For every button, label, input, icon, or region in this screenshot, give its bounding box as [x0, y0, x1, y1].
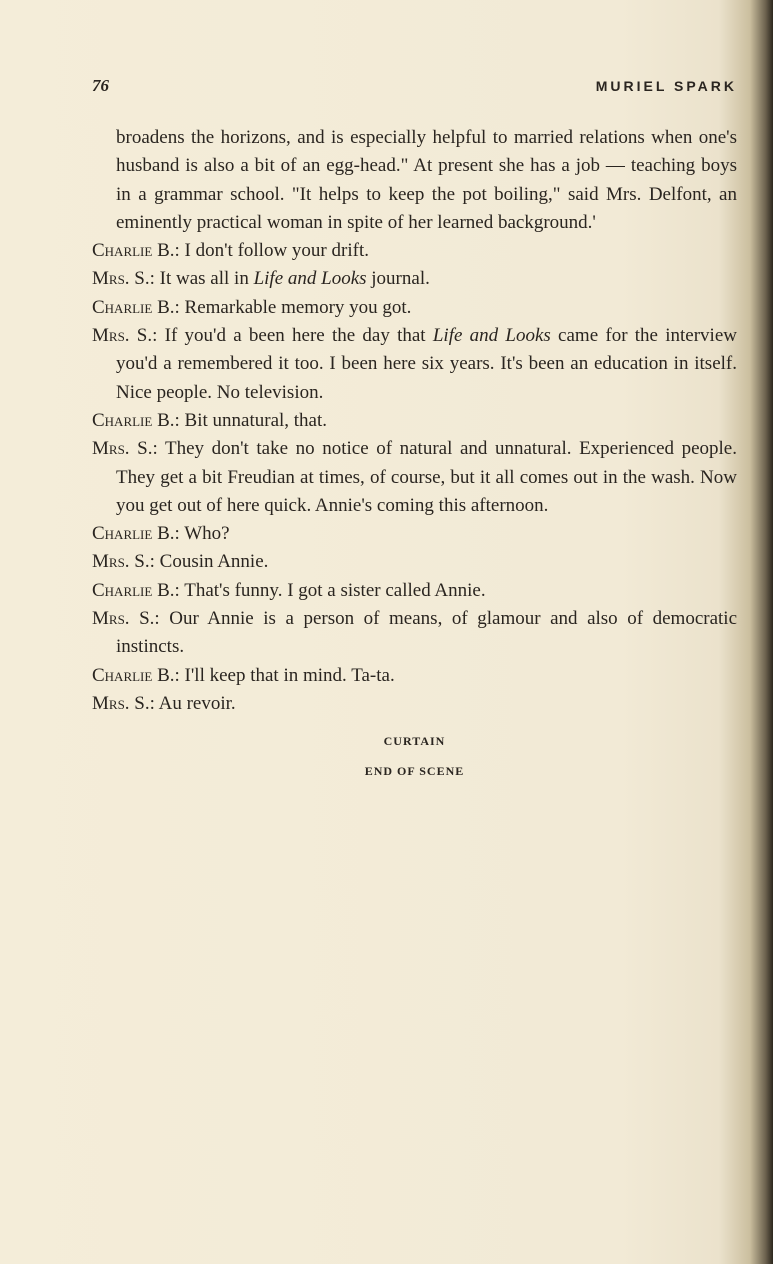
speaker-name: Mrs. S.: [92, 608, 160, 630]
speaker-name: Mrs. S.: [92, 692, 155, 714]
line-text: It was all in [159, 268, 254, 290]
dialogue-line [92, 237, 737, 265]
dialogue-line [92, 407, 737, 435]
stage-direction-curtain: CURTAIN [383, 734, 446, 749]
dialogue [92, 237, 737, 718]
speaker-name: Mrs. S.: [92, 551, 155, 573]
stage-direction-end: END OF SCENE [364, 764, 465, 779]
line-text: If you'd a been here the day that [164, 325, 433, 347]
line-text: Our Annie is a person of means, of glamour and also of democratic instincts. [116, 608, 738, 658]
line-text: Cousin Annie. [159, 551, 269, 573]
dialogue-line [92, 322, 737, 407]
dialogue-line [92, 662, 737, 690]
speaker-name: Charlie B.: [92, 664, 180, 686]
line-text: Au revoir. [158, 692, 236, 714]
speaker-name: Mrs. S.: [92, 438, 158, 460]
speaker-name: Charlie B.: [92, 523, 180, 545]
dialogue-line [92, 577, 737, 605]
page-number: 76 [92, 76, 109, 95]
line-text: journal. [366, 268, 430, 290]
speaker-name: Charlie B.: [92, 240, 180, 262]
speaker-name: Charlie B.: [92, 409, 180, 431]
speaker-name: Charlie B.: [92, 579, 180, 601]
line-text: They don't take no notice of natural and unnatural. Experienced people. They get a bit Freudian at times, of course, but it all comes out in the wash. Now you get out of here quick. Annie's coming this afternoon. [116, 438, 737, 516]
dialogue-line [92, 605, 738, 662]
dialogue-line [92, 265, 737, 293]
line-text: Who? [184, 523, 230, 545]
page-header [92, 76, 737, 100]
journal-title: Life and Looks [253, 268, 367, 290]
line-text: Remarkable memory you got. [184, 296, 412, 318]
speaker-name: Charlie B.: [92, 296, 180, 318]
dialogue-line [92, 294, 737, 322]
dialogue-line [92, 548, 737, 576]
line-text: I don't follow your drift. [184, 240, 369, 262]
dialogue-line [92, 690, 737, 718]
intro-paragraph: broadens the horizons, and is especially helpful to married relations when one's husband is also a bit of an egg-head." At present she has a job — teaching boys in a grammar school. "It helps to keep the pot boiling," said Mrs. Delfont, an eminently practical woman in spite of her learned background.' [116, 127, 737, 233]
line-text: I'll keep that in mind. Ta-ta. [184, 664, 395, 686]
line-text: came for the interview you'd a remembered it too. I been here six years. It's been an education in itself. Nice people. No television. [116, 325, 737, 403]
page-body [92, 124, 737, 780]
speaker-name: Mrs. S.: [92, 268, 155, 290]
speaker-name: Mrs. S.: [92, 325, 158, 347]
journal-title: Life and Looks [432, 325, 551, 347]
dialogue-line [92, 435, 737, 520]
line-text: Bit unnatural, that. [184, 409, 328, 431]
dialogue-line [92, 520, 737, 548]
line-text: That's funny. I got a sister called Annie. [184, 579, 486, 601]
running-head: MURIEL SPARK [595, 78, 737, 94]
